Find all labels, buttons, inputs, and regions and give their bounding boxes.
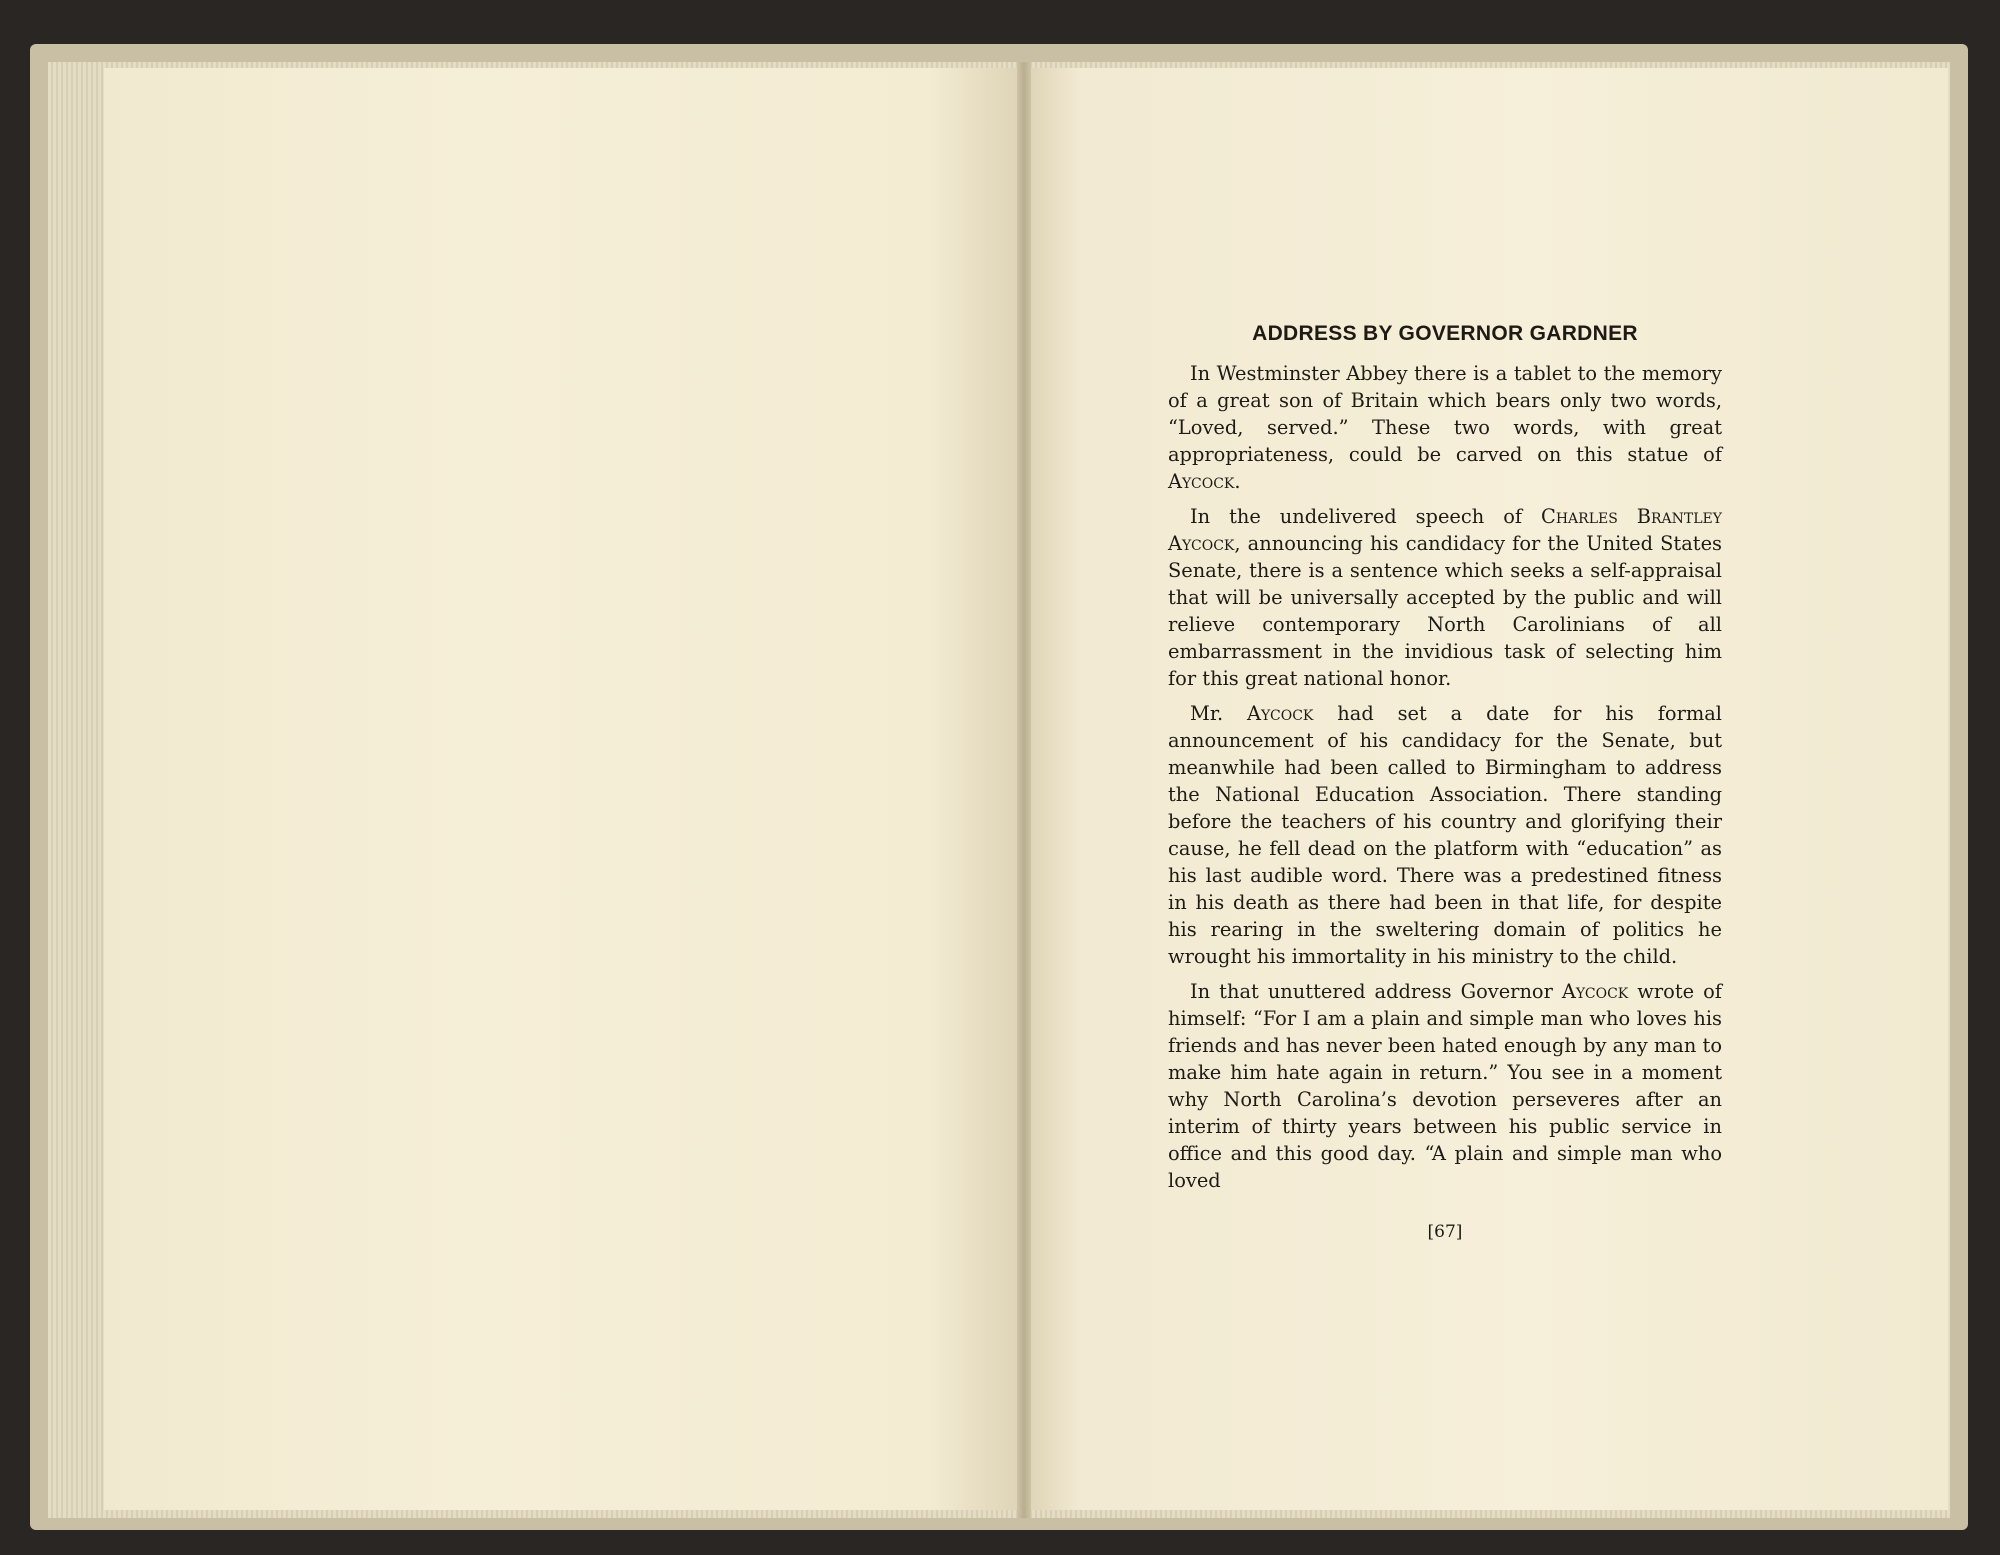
book-gutter bbox=[1017, 62, 1031, 1518]
small-caps-name: Aycock bbox=[1247, 702, 1314, 725]
page-title: ADDRESS BY GOVERNOR GARDNER bbox=[1252, 322, 1638, 345]
paragraph: In the undelivered speech of Charles Brantley Aycock, announcing his candidacy for the United States Senate, there is a sentence which seeks a self-appraisal that will be universally accepted by the public and will relieve contemporary North Carolinians of all embarrassment in the invidious task of selecting him for this great national honor. bbox=[1168, 505, 1722, 690]
small-caps-name: Charles Brantley Aycock bbox=[1168, 505, 1722, 555]
page-number: [67] bbox=[1427, 1222, 1463, 1242]
small-caps-name: Aycock bbox=[1561, 980, 1629, 1003]
paragraph: In that unuttered address Governor Aycock wrote of himself: “For I am a plain and simple man who loves his friends and has never been hated enough by any man to make him hate again in return.” You see in a moment why North Carolina’s devotion perseveres after an interim of thirty years between his public service in office and this good day. “A plain and simple man who loved bbox=[1168, 980, 1722, 1192]
left-page bbox=[104, 68, 1022, 1510]
small-caps-name: Aycock bbox=[1168, 470, 1235, 493]
body-text bbox=[1168, 360, 1722, 1194]
paragraph: Mr. Aycock had set a date for his formal announcement of his candidacy for the Senate, but meanwhile had been called to Birmingham to address the National Education Association. There standing before the teachers of his country and glorifying their cause, he fell dead on the platform with “education” as his last audible word. There was a predestined fitness in his death as there had been in that life, for despite his rearing in the sweltering domain of politics he wrought his immortality in his ministry to the child. bbox=[1168, 702, 1722, 968]
page-body bbox=[1168, 322, 1722, 1194]
show-through-text bbox=[224, 218, 1004, 254]
paragraph: In Westminster Abbey there is a tablet to the memory of a great son of Britain which bears only two words, “Loved, served.” These two words, with great appropriateness, could be carved on this statue of Aycock. bbox=[1168, 362, 1722, 493]
